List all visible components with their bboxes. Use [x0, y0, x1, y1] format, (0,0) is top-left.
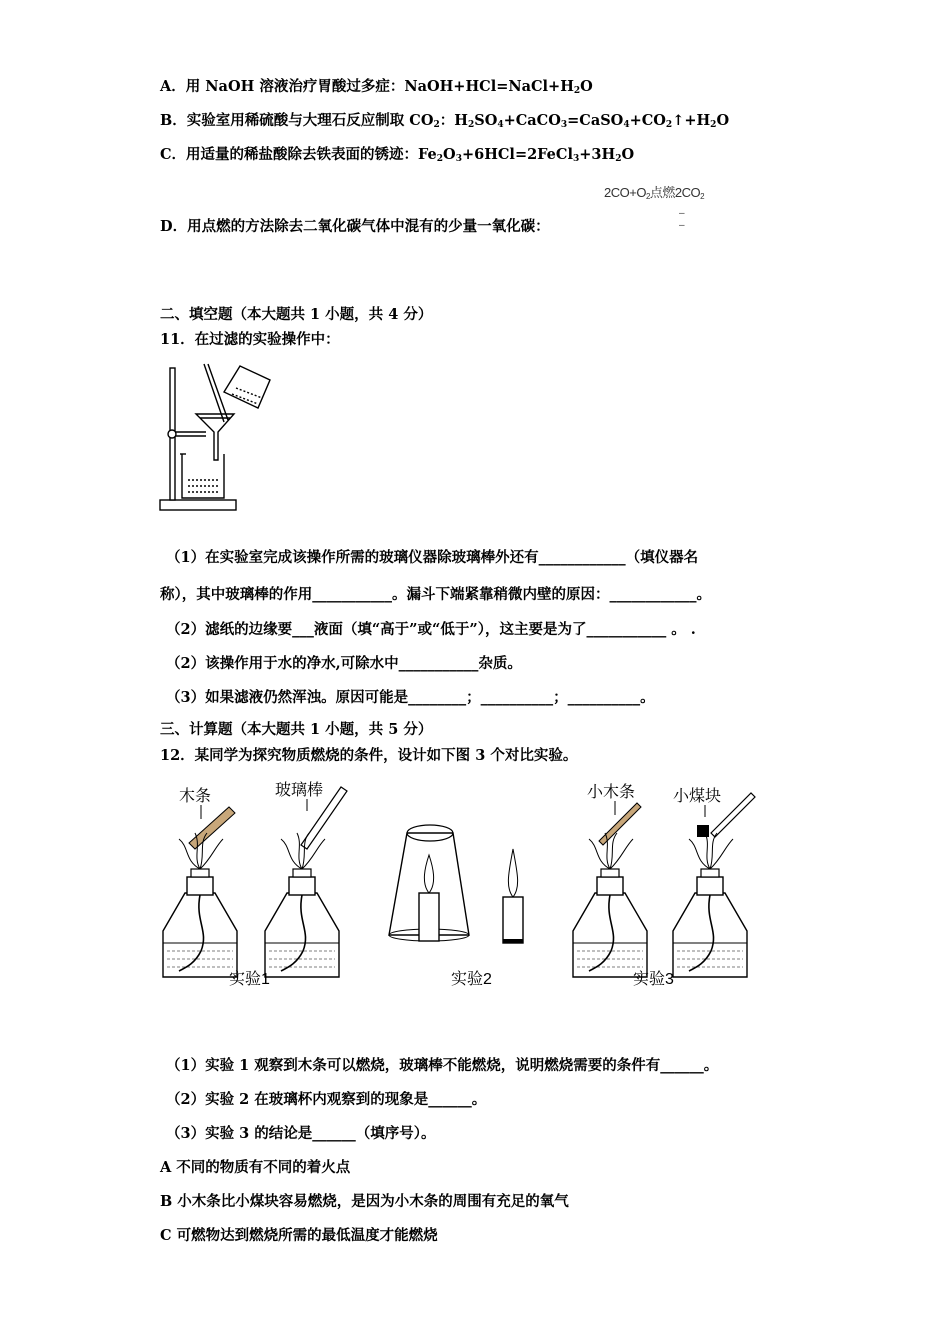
subscript: 2	[700, 192, 705, 201]
subscript: 4	[623, 120, 630, 130]
alcohol-lamp-2	[265, 833, 339, 977]
option-c-text: C．用适量的稀盐酸除去铁表面的锈迹：Fe	[160, 146, 437, 163]
option-b-part: ：H	[439, 112, 468, 129]
label-wood: 木条	[179, 788, 212, 805]
option-b-text: B．实验室用稀硫酸与大理石反应制取 CO	[160, 112, 434, 129]
s2-p1a: （1）在实验室完成该操作所需的玻璃仪器除玻璃棒外还有____________（填仪器名	[166, 549, 699, 566]
question-11: 11．在过滤的实验操作中：	[160, 331, 340, 348]
s3-option-c: C 可燃物达到燃烧所需的最低温度才能燃烧	[160, 1227, 438, 1244]
subscript: 2	[665, 120, 673, 130]
option-b-part: ↑+H	[672, 112, 711, 129]
option-b	[160, 111, 729, 135]
eq-part: 点燃2CO	[649, 185, 701, 200]
s2-p3: （2）该操作用于水的净水,可除水中___________杂质。	[166, 655, 522, 672]
subscript: 3	[560, 120, 568, 130]
combustion-experiments-figure	[155, 775, 765, 995]
option-b-part: +CO	[629, 112, 666, 129]
subscript: 2	[433, 120, 440, 130]
subscript: 4	[497, 120, 504, 130]
section3-title: 三、计算题（本大题共 1 小题，共 5 分）	[160, 721, 433, 738]
subscript: 2	[615, 154, 622, 164]
option-c-part: +3H	[579, 146, 616, 163]
eq-dash: –	[679, 220, 685, 231]
s3-p2: （2）实验 2 在玻璃杯内观察到的现象是______。	[166, 1091, 487, 1108]
subscript: 2	[573, 86, 581, 96]
s2-p4: （3）如果滤液仍然浑浊。原因可能是________；__________；__________。	[166, 689, 655, 706]
label-small-wood: 小木条	[587, 784, 636, 801]
subscript: 2	[710, 120, 717, 130]
subscript: 3	[572, 154, 580, 164]
combustion-equation	[604, 182, 704, 201]
option-c-part: O	[443, 146, 456, 163]
alcohol-lamp-1	[163, 833, 237, 977]
alcohol-lamp-4	[673, 833, 747, 977]
option-b-part: =CaSO	[567, 112, 624, 129]
s2-p1b: 称），其中玻璃棒的作用___________。漏斗下端紧靠稍微内壁的原因：____________。	[160, 586, 711, 603]
eq-dash: –	[679, 208, 685, 219]
option-b-part: +CaCO	[503, 112, 561, 129]
option-a-end: O	[580, 78, 593, 95]
eq-part: 2CO+O	[604, 185, 646, 200]
s3-option-a: A 不同的物质有不同的着火点	[160, 1159, 351, 1176]
section2-title: 二、填空题（本大题共 1 小题，共 4 分）	[160, 306, 433, 323]
subscript: 3	[455, 154, 462, 164]
option-b-part: SO	[474, 112, 498, 129]
subscript: 2	[436, 154, 444, 164]
subscript: 2	[467, 120, 475, 130]
option-a	[160, 77, 593, 101]
label-glass-rod: 玻璃棒	[275, 782, 324, 799]
question-12: 12．某同学为探究物质燃烧的条件，设计如下图 3 个对比实验。	[160, 747, 578, 764]
option-c	[160, 145, 634, 169]
option-d: D．用点燃的方法除去二氧化碳气体中混有的少量一氧化碳：	[160, 218, 550, 235]
s3-option-b: B 小木条比小煤块容易燃烧，是因为小木条的周围有充足的氧气	[160, 1193, 569, 1210]
option-b-part: O	[716, 112, 730, 129]
subscript: 2	[645, 192, 650, 201]
s3-p3: （3）实验 3 的结论是______（填序号）。	[166, 1125, 436, 1142]
option-c-part: O	[621, 146, 635, 163]
caption-exp2: 实验2	[451, 971, 492, 988]
s2-p2: （2）滤纸的边缘要___液面（填“高于”或“低于”），这主要是为了___________ 。 .	[166, 621, 696, 638]
label-small-coal: 小煤块	[673, 788, 722, 805]
caption-exp3: 实验3	[633, 971, 674, 988]
alcohol-lamp-3	[573, 833, 647, 977]
s3-p1: （1）实验 1 观察到木条可以燃烧，玻璃棒不能燃烧，说明燃烧需要的条件有______。	[166, 1057, 719, 1074]
option-a-text: A．用 NaOH 溶液治疗胃酸过多症：NaOH+HCl=NaCl+H	[160, 78, 574, 95]
filtration-apparatus-figure	[158, 362, 278, 514]
caption-exp1: 实验1	[229, 971, 270, 988]
option-c-part: +6HCl=2FeCl	[461, 146, 573, 163]
